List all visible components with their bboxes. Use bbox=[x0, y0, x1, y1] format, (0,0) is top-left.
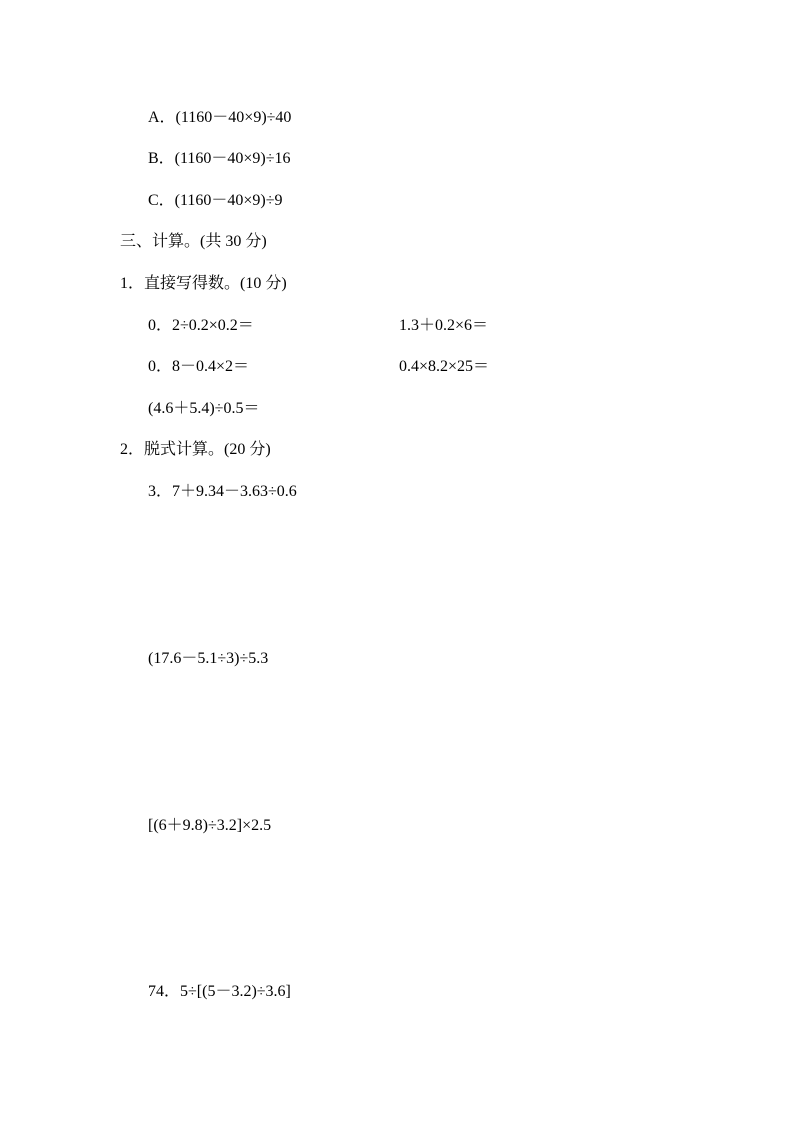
mental-math-item: 1.3＋0.2×6＝ bbox=[399, 317, 489, 334]
step-calculation-item: 3．7＋9.34－3.63÷0.6 bbox=[148, 483, 297, 500]
mental-math-item: 0.4×8.2×25＝ bbox=[399, 358, 490, 375]
section-heading-calculation: 三、计算。(共 30 分) bbox=[120, 233, 267, 250]
choice-option-b: B．(1160－40×9)÷16 bbox=[148, 150, 291, 167]
mental-math-item: 0．2÷0.2×0.2＝ bbox=[148, 317, 254, 334]
mental-math-item: 0．8－0.4×2＝ bbox=[148, 358, 250, 375]
step-calculation-item: (17.6－5.1÷3)÷5.3 bbox=[148, 650, 269, 667]
choice-option-a: A．(1160－40×9)÷40 bbox=[148, 109, 292, 126]
question-2-title: 2．脱式计算。(20 分) bbox=[120, 441, 271, 458]
step-calculation-item: [(6＋9.8)÷3.2]×2.5 bbox=[148, 817, 272, 834]
step-calculation-item: 74．5÷[(5－3.2)÷3.6] bbox=[148, 983, 291, 1000]
mental-math-item: (4.6＋5.4)÷0.5＝ bbox=[148, 400, 260, 417]
choice-option-c: C．(1160－40×9)÷9 bbox=[148, 192, 283, 209]
question-1-title: 1．直接写得数。(10 分) bbox=[120, 275, 287, 292]
